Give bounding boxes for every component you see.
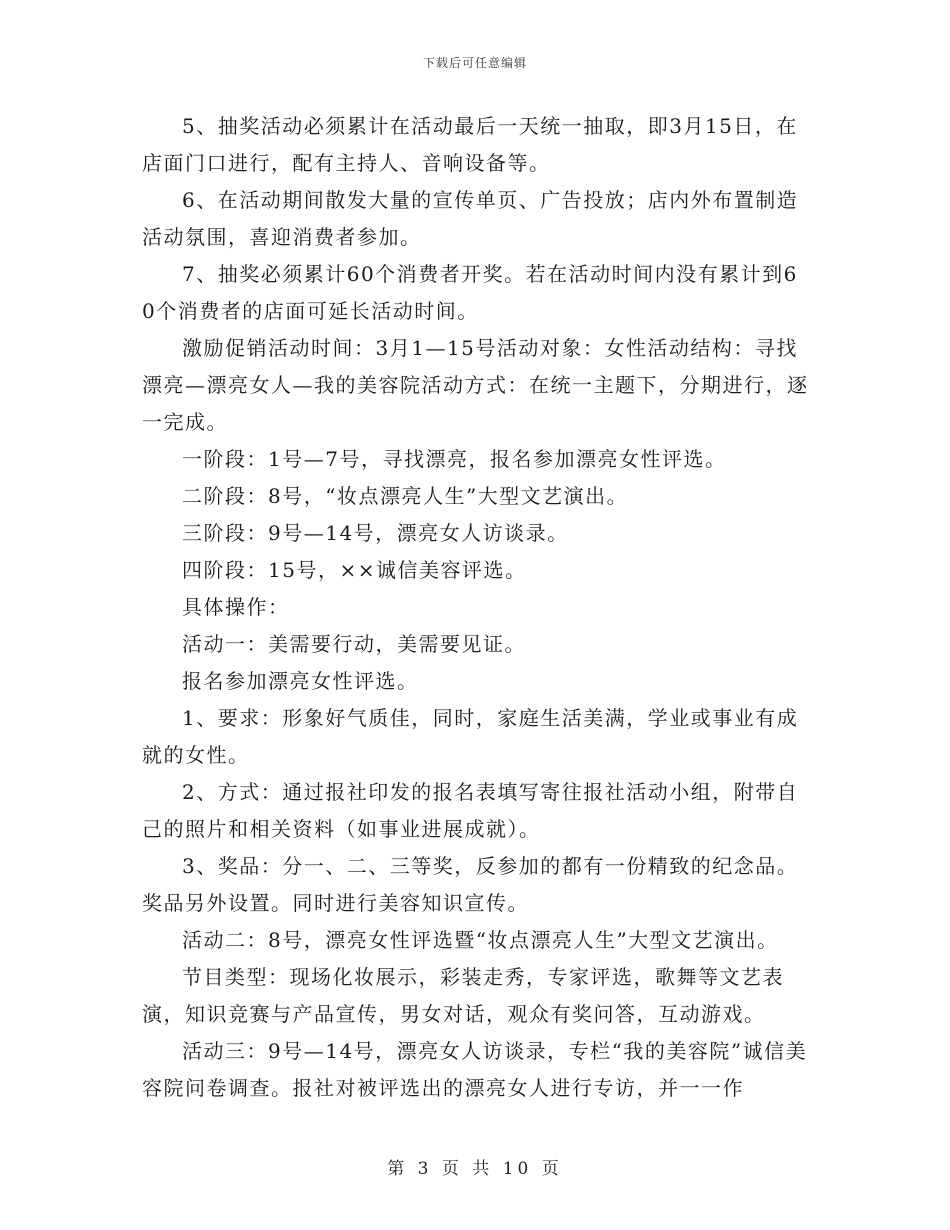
- paragraph: 活动一：美需要行动，美需要见证。: [182, 632, 526, 656]
- paragraph: 二阶段：8号，“妆点漂亮人生”大型文艺演出。: [182, 484, 629, 508]
- paragraph: 活动三：9号—14号，漂亮女人访谈录，专栏“我的美容院”诚信美容院问卷调查。报社对被评选出的漂亮女人进行专访，并一一作: [142, 1039, 808, 1100]
- document-body: [142, 108, 812, 1107]
- paragraph: 激励促销活动时间：3月1—15号活动对象：女性活动结构：寻找漂亮—漂亮女人—我的美容院活动方式：在统一主题下，分期进行，逐一完成。: [142, 336, 809, 434]
- paragraph: 三阶段：9号—14号，漂亮女人访谈录。: [182, 521, 569, 545]
- paragraph: 具体操作：: [182, 595, 290, 619]
- paragraph: 3、奖品：分一、二、三等奖，反参加的都有一份精致的纪念品。奖品另外设置。同时进行美容知识宣传。: [142, 854, 799, 915]
- paragraph: 2、方式：通过报社印发的报名表填写寄往报社活动小组，附带自己的照片和相关资料（如事业进展成就）。: [142, 780, 799, 841]
- paragraph: 报名参加漂亮女性评选。: [182, 669, 419, 693]
- paragraph: 6、在活动期间散发大量的宣传单页、广告投放；店内外布置制造活动氛围，喜迎消费者参加。: [142, 188, 799, 249]
- paragraph: 一阶段：1号—7号，寻找漂亮，报名参加漂亮女性评选。: [182, 447, 727, 471]
- paragraph: 7、抽奖必须累计60个消费者开奖。若在活动时间内没有累计到60个消费者的店面可延长活动时间。: [142, 262, 798, 323]
- paragraph: 5、抽奖活动必须累计在活动最后一天统一抽取，即3月15日，在店面门口进行，配有主持人、音响设备等。: [142, 114, 798, 175]
- paragraph: 1、要求：形象好气质佳，同时，家庭生活美满，学业或事业有成就的女性。: [142, 706, 799, 767]
- paragraph: 节目类型：现场化妆展示，彩装走秀，专家评选，歌舞等文艺表演，知识竞赛与产品宣传，男女对话，观众有奖问答，互动游戏。: [142, 965, 784, 1026]
- page-number-footer: 第 3 页 共 10 页: [387, 1159, 563, 1179]
- paragraph: 活动二：8号，漂亮女性评选暨“妆点漂亮人生”大型文艺演出。: [182, 928, 779, 952]
- page-header: 下载后可任意编辑: [422, 56, 527, 70]
- paragraph: 四阶段：15号，××诚信美容评选。: [182, 558, 527, 582]
